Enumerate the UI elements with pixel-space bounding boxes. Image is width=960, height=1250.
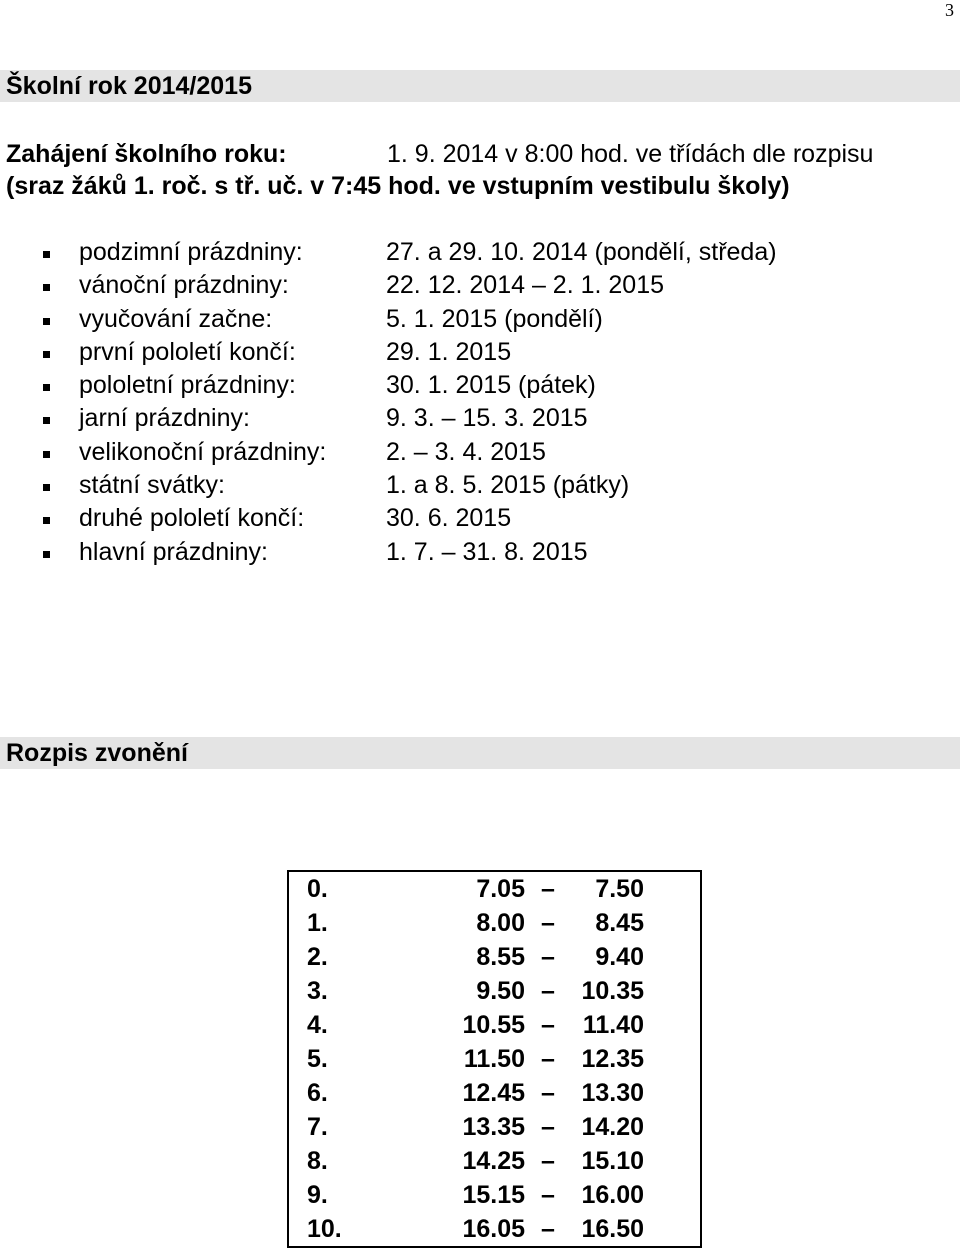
time-dash: –	[541, 1181, 555, 1209]
lesson-start-time: 12.45	[462, 1079, 525, 1107]
time-dash: –	[541, 909, 555, 937]
table-row	[288, 1008, 701, 1042]
school-start-label: Zahájení školního roku:	[6, 140, 287, 168]
lesson-start-time: 14.25	[462, 1147, 525, 1175]
lesson-end-time: 9.40	[595, 943, 644, 971]
time-dash: –	[541, 1045, 555, 1073]
holiday-label: vyučování začne:	[79, 304, 273, 333]
lesson-number: 5.	[307, 1045, 328, 1073]
square-bullet-icon	[43, 284, 50, 291]
lesson-end-time: 7.50	[595, 875, 644, 903]
bell-schedule-title: Rozpis zvonění	[6, 739, 188, 767]
holiday-date: 29. 1. 2015	[386, 337, 512, 366]
lesson-start-time: 15.15	[462, 1181, 525, 1209]
holiday-label: velikonoční prázdniny:	[79, 437, 327, 466]
square-bullet-icon	[43, 351, 50, 358]
bell-schedule-heading	[0, 737, 960, 769]
lesson-number: 8.	[307, 1147, 328, 1175]
lesson-end-time: 15.10	[581, 1147, 644, 1175]
holiday-date: 2. – 3. 4. 2015	[386, 437, 546, 466]
holiday-date: 9. 3. – 15. 3. 2015	[386, 404, 588, 433]
holiday-label: druhé pololetí končí:	[79, 504, 305, 533]
time-dash: –	[541, 1113, 555, 1141]
square-bullet-icon	[43, 417, 50, 424]
lesson-start-time: 13.35	[462, 1113, 525, 1141]
lesson-end-time: 11.40	[582, 1011, 644, 1039]
lesson-start-time: 8.00	[476, 909, 525, 937]
lesson-number: 7.	[307, 1113, 328, 1141]
holiday-label: jarní prázdniny:	[79, 404, 250, 433]
school-year-heading	[0, 70, 960, 102]
square-bullet-icon	[43, 384, 50, 391]
lesson-end-time: 16.50	[581, 1215, 644, 1243]
square-bullet-icon	[43, 484, 50, 491]
holiday-date: 30. 1. 2015 (pátek)	[386, 371, 596, 400]
time-dash: –	[541, 943, 555, 971]
table-row	[288, 940, 701, 974]
school-start-value: 1. 9. 2014 v 8:00 hod. ve třídách dle rozpisu	[387, 140, 874, 168]
lesson-number: 0.	[307, 875, 328, 903]
square-bullet-icon	[43, 551, 50, 558]
school-start-note: (sraz žáků 1. roč. s tř. uč. v 7:45 hod. ve vstupním vestibulu školy)	[6, 172, 790, 200]
table-row	[288, 1178, 701, 1212]
table-row	[288, 906, 701, 940]
lesson-end-time: 12.35	[581, 1045, 644, 1073]
page-number: 3	[945, 0, 954, 20]
lesson-end-time: 13.30	[581, 1079, 644, 1107]
time-dash: –	[541, 1147, 555, 1175]
lesson-end-time: 16.00	[581, 1181, 644, 1209]
lesson-start-time: 10.55	[462, 1011, 525, 1039]
lesson-start-time: 9.50	[476, 977, 525, 1005]
lesson-start-time: 7.05	[476, 875, 525, 903]
holiday-date: 1. a 8. 5. 2015 (pátky)	[386, 471, 630, 500]
lesson-number: 1.	[307, 909, 328, 937]
lesson-number: 10.	[307, 1215, 342, 1243]
lesson-end-time: 8.45	[595, 909, 644, 937]
table-row	[288, 1076, 701, 1110]
lesson-number: 2.	[307, 943, 328, 971]
time-dash: –	[541, 1011, 555, 1039]
holiday-label: státní svátky:	[79, 471, 225, 500]
table-row	[288, 1110, 701, 1144]
holiday-date: 1. 7. – 31. 8. 2015	[386, 537, 588, 566]
time-dash: –	[541, 977, 555, 1005]
lesson-start-time: 8.55	[476, 943, 525, 971]
lesson-end-time: 10.35	[581, 977, 644, 1005]
square-bullet-icon	[43, 318, 50, 325]
holiday-label: pololetní prázdniny:	[79, 371, 296, 400]
holiday-label: podzimní prázdniny:	[79, 238, 303, 266]
lesson-number: 3.	[307, 977, 328, 1005]
lesson-number: 4.	[307, 1011, 328, 1039]
lesson-start-time: 11.50	[463, 1045, 525, 1073]
time-dash: –	[541, 875, 555, 903]
time-dash: –	[541, 1079, 555, 1107]
holiday-label: první pololetí končí:	[79, 337, 296, 366]
holiday-date: 22. 12. 2014 – 2. 1. 2015	[386, 271, 665, 300]
square-bullet-icon	[43, 251, 50, 258]
holiday-date: 27. a 29. 10. 2014 (pondělí, středa)	[386, 238, 777, 266]
holiday-label: vánoční prázdniny:	[79, 271, 289, 300]
square-bullet-icon	[43, 517, 50, 524]
lesson-number: 6.	[307, 1079, 328, 1107]
holiday-label: hlavní prázdniny:	[79, 537, 269, 566]
table-row	[288, 1212, 701, 1247]
square-bullet-icon	[43, 451, 50, 458]
table-row	[288, 974, 701, 1008]
time-dash: –	[541, 1215, 555, 1243]
school-year-title: Školní rok 2014/2015	[6, 72, 252, 100]
lesson-number: 9.	[307, 1181, 328, 1209]
holiday-date: 30. 6. 2015	[386, 504, 512, 533]
table-row	[288, 1144, 701, 1178]
bell-schedule-table	[287, 870, 702, 1248]
table-row	[288, 871, 701, 906]
table-row	[288, 1042, 701, 1076]
holiday-date: 5. 1. 2015 (pondělí)	[386, 304, 603, 333]
lesson-end-time: 14.20	[581, 1113, 644, 1141]
lesson-start-time: 16.05	[462, 1215, 525, 1243]
